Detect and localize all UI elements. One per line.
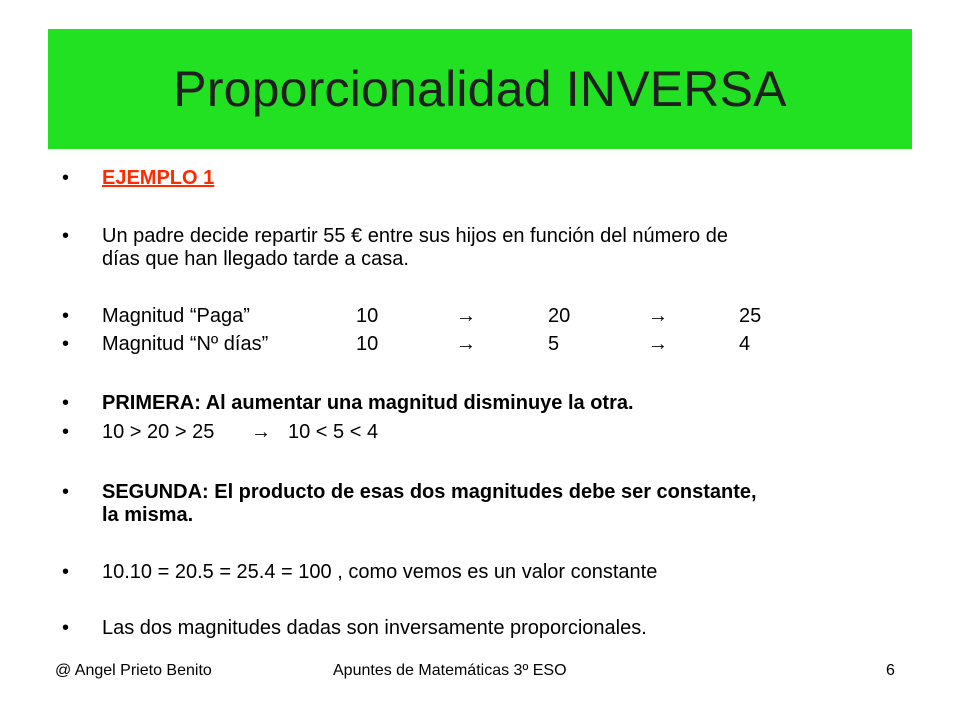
bullet-marker: • (62, 305, 70, 327)
arrow-icon: → (648, 305, 668, 327)
product-line: 10.10 = 20.5 = 25.4 = 100 , como vemos es un valor constante (102, 561, 658, 583)
bullet-marker: • (62, 617, 70, 639)
second-rule-line-2: la misma. (102, 504, 194, 526)
arrow-icon: → (456, 333, 476, 355)
slide-title: Proporcionalidad INVERSA (173, 61, 787, 117)
row1-label: Magnitud “Paga” (102, 305, 250, 327)
first-rule: PRIMERA: Al aumentar una magnitud disminuye la otra. (102, 392, 634, 414)
title-banner (48, 29, 912, 149)
bullet-marker: • (62, 392, 70, 414)
row1-value-1: 10 (356, 305, 379, 327)
bullet-marker: • (62, 333, 70, 355)
footer-page-number: 6 (886, 662, 895, 679)
row2-label: Magnitud “Nº días” (102, 333, 269, 355)
bullet-marker: • (62, 561, 70, 583)
row1-value-2: 20 (548, 305, 571, 327)
bullet-marker: • (62, 167, 70, 189)
bullet-marker: • (62, 481, 70, 503)
intro-line-2: días que han llegado tarde a casa. (102, 248, 409, 270)
row1-value-3: 25 (739, 305, 762, 327)
bullet-marker: • (62, 225, 70, 247)
example-heading: EJEMPLO 1 (102, 167, 215, 189)
inequality-left: 10 > 20 > 25 (102, 421, 215, 443)
footer-course: Apuntes de Matemáticas 3º ESO (333, 662, 567, 679)
bullet-marker: • (62, 421, 70, 443)
intro-line-1: Un padre decide repartir 55 € entre sus hijos en función del número de (102, 225, 728, 247)
arrow-icon: → (456, 305, 476, 327)
second-rule-line-1: SEGUNDA: El producto de esas dos magnitudes debe ser constante, (102, 481, 757, 503)
arrow-icon: → (251, 421, 271, 443)
row2-value-3: 4 (739, 333, 751, 355)
row2-value-2: 5 (548, 333, 560, 355)
arrow-icon: → (648, 333, 668, 355)
inequality-right: 10 < 5 < 4 (288, 421, 379, 443)
conclusion: Las dos magnitudes dadas son inversamente proporcionales. (102, 617, 647, 639)
footer-author: @ Angel Prieto Benito (55, 662, 212, 679)
row2-value-1: 10 (356, 333, 379, 355)
